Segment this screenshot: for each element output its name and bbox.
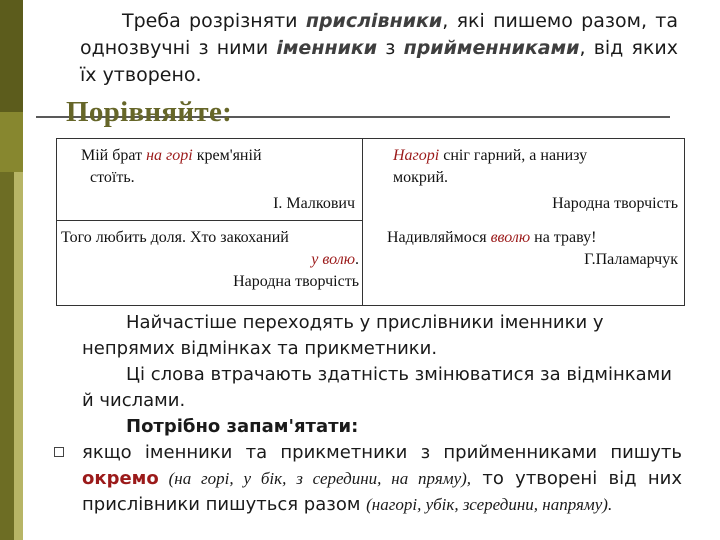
- rule-paragraph-2: Ці слова втрачають здатність змінюватися за відмінками й числами.: [82, 364, 672, 411]
- citation-author: І. Малкович: [273, 195, 355, 212]
- intro-text: , які пишемо разом, та однозвучні з ними: [80, 10, 678, 59]
- table-cell-3: Того любить доля. Хто закоханий у волю. Народна творчість: [61, 227, 359, 293]
- table-vertical-divider: [362, 139, 363, 305]
- rule-paragraph-3: Потрібно запам'ятати:: [126, 416, 359, 437]
- decor-block-top: [0, 0, 23, 112]
- rule-paragraph-4: якщо іменники та прикметники з прийменниками пишуть окремо (на горі, у бік, з середини, на пряму), то утворені від них прислівники пишуться разом (нагорі, убік, зсередини, напряму).: [82, 442, 682, 515]
- intro-text: Треба розрізняти: [122, 10, 306, 32]
- rule-paragraph-1: Найчастіше переходять у прислівники іменники у непрямих відмінках та прикметники.: [82, 312, 604, 359]
- example-word: у волю: [311, 251, 355, 268]
- citation-author: Народна творчість: [233, 273, 359, 290]
- example-word: Нагорі: [393, 147, 440, 164]
- keyword-prepositions: прийменниками: [403, 37, 580, 59]
- keyword-nouns: іменники: [276, 37, 378, 59]
- table-cell-2: Нагорі сніг гарний, а нанизу мокрий. Народна творчість: [393, 145, 678, 215]
- citation-author: Народна творчість: [552, 195, 678, 212]
- intro-paragraph: [80, 8, 678, 89]
- table-cell-4: Надивляймося вволю на траву! Г.Паламарчук: [387, 227, 678, 271]
- intro-text: з: [377, 37, 404, 59]
- bullet-square-icon: [54, 447, 64, 457]
- example-word: на горі: [146, 147, 193, 164]
- emphasis-separately: окремо: [82, 468, 159, 489]
- example-word: вволю: [490, 229, 531, 246]
- section-heading: Порівняйте:: [66, 96, 233, 128]
- table-horizontal-divider: [57, 220, 362, 221]
- citation-author: Г.Паламарчук: [584, 251, 678, 268]
- table-cell-1: Мій брат на горі крем'яній стоїть. І. Малкович: [81, 145, 357, 215]
- decor-block-middle: [0, 112, 23, 172]
- keyword-adverbs: прислівники: [305, 10, 443, 32]
- rules-text: [82, 310, 682, 518]
- intro-text: , від яких їх утворено.: [80, 37, 678, 86]
- comparison-table: [56, 138, 685, 306]
